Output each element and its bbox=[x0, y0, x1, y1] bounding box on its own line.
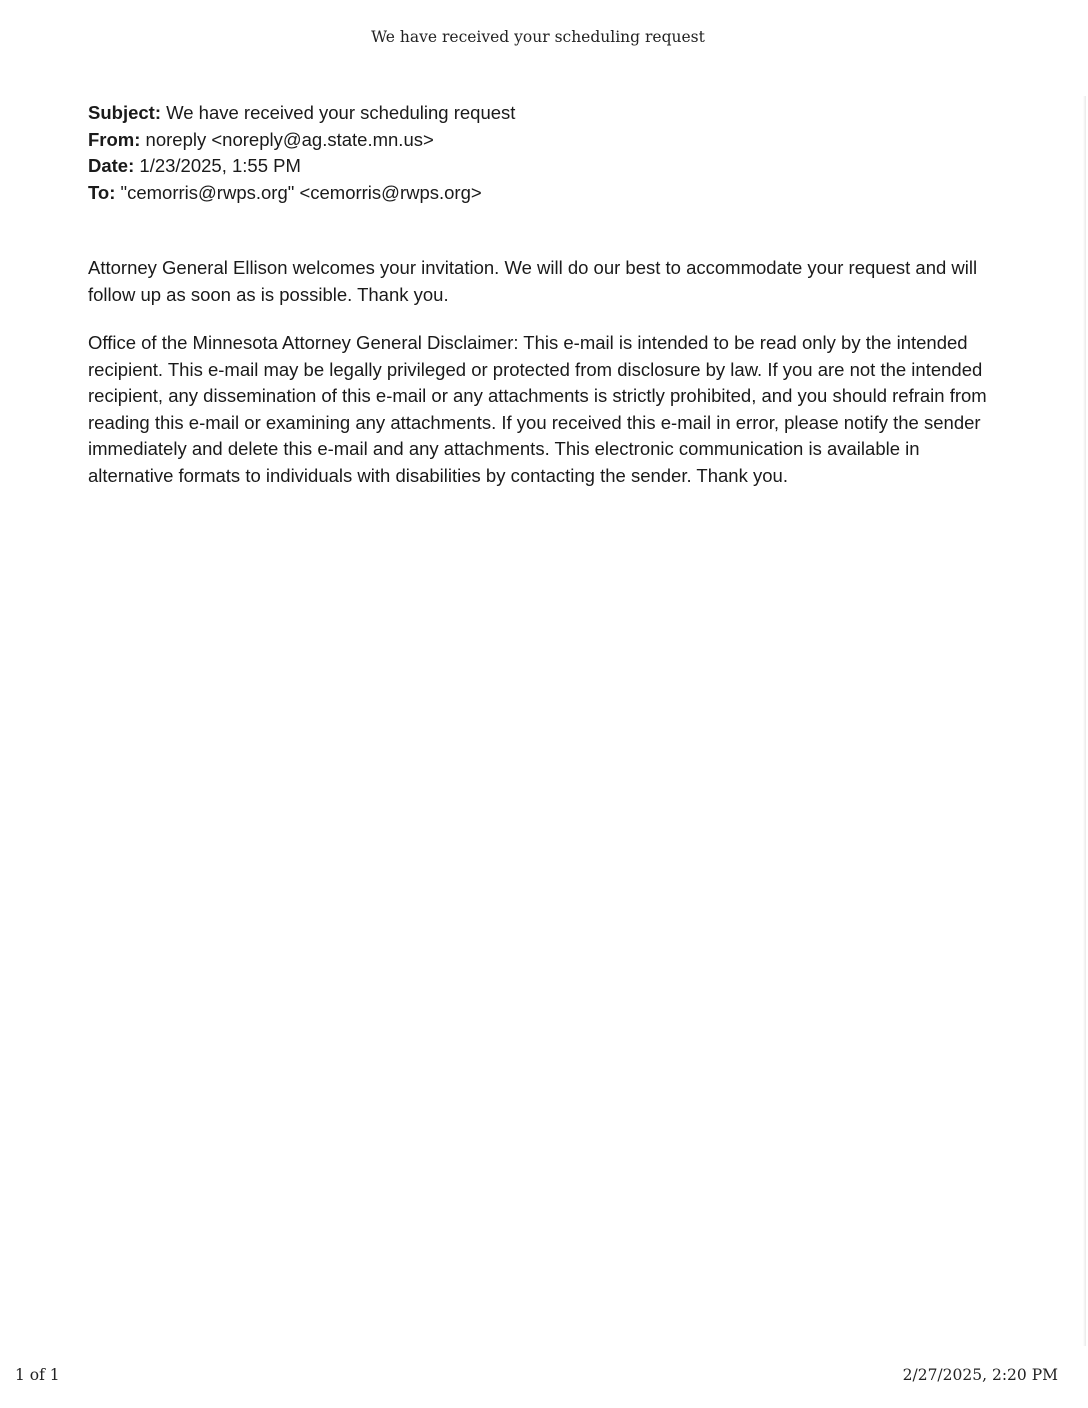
scan-edge-shadow bbox=[1083, 96, 1086, 1346]
subject-label: Subject: bbox=[88, 102, 161, 123]
from-label: From: bbox=[88, 128, 141, 150]
email-body bbox=[88, 255, 988, 511]
to-row bbox=[88, 180, 988, 207]
date-row bbox=[88, 153, 988, 180]
from-row bbox=[88, 127, 988, 154]
subject-value: We have received your scheduling request bbox=[160, 102, 516, 123]
date-label: Date: bbox=[88, 155, 135, 176]
from-value: noreply <noreply@ag.state.mn.us> bbox=[140, 128, 434, 150]
page-number: 1 of 1 bbox=[15, 1366, 60, 1384]
email-header-block bbox=[88, 100, 988, 206]
printed-timestamp: 2/27/2025, 2:20 PM bbox=[902, 1366, 1058, 1384]
body-paragraph-disclaimer: Office of the Minnesota Attorney General Disclaimer: This e-mail is intended to be read only by the intended recipient. This e-mail may be legally privileged or protected from disclosure by law. If you are not the intended recipient, any dissemination of this e-mail or any attachments is strictly prohibited, and you should refrain from reading this e-mail or examining any attachments. If you received this e-mail in error, please notify the sender immediately and delete this e-mail and any attachments. This electronic communication is available in alternative formats to individuals with disabilities by contacting the sender. Thank you. bbox=[88, 332, 987, 486]
subject-row bbox=[88, 100, 988, 127]
page-header-title: We have received your scheduling request bbox=[371, 28, 705, 46]
to-label: To: bbox=[88, 181, 116, 203]
to-value: "cemorris@rwps.org" <cemorris@rwps.org> bbox=[115, 181, 482, 203]
body-paragraph-welcome: Attorney General Ellison welcomes your invitation. We will do our best to accommodate your request and will follow up as soon as is possible. Thank you. bbox=[88, 257, 978, 305]
date-value: 1/23/2025, 1:55 PM bbox=[134, 155, 301, 176]
